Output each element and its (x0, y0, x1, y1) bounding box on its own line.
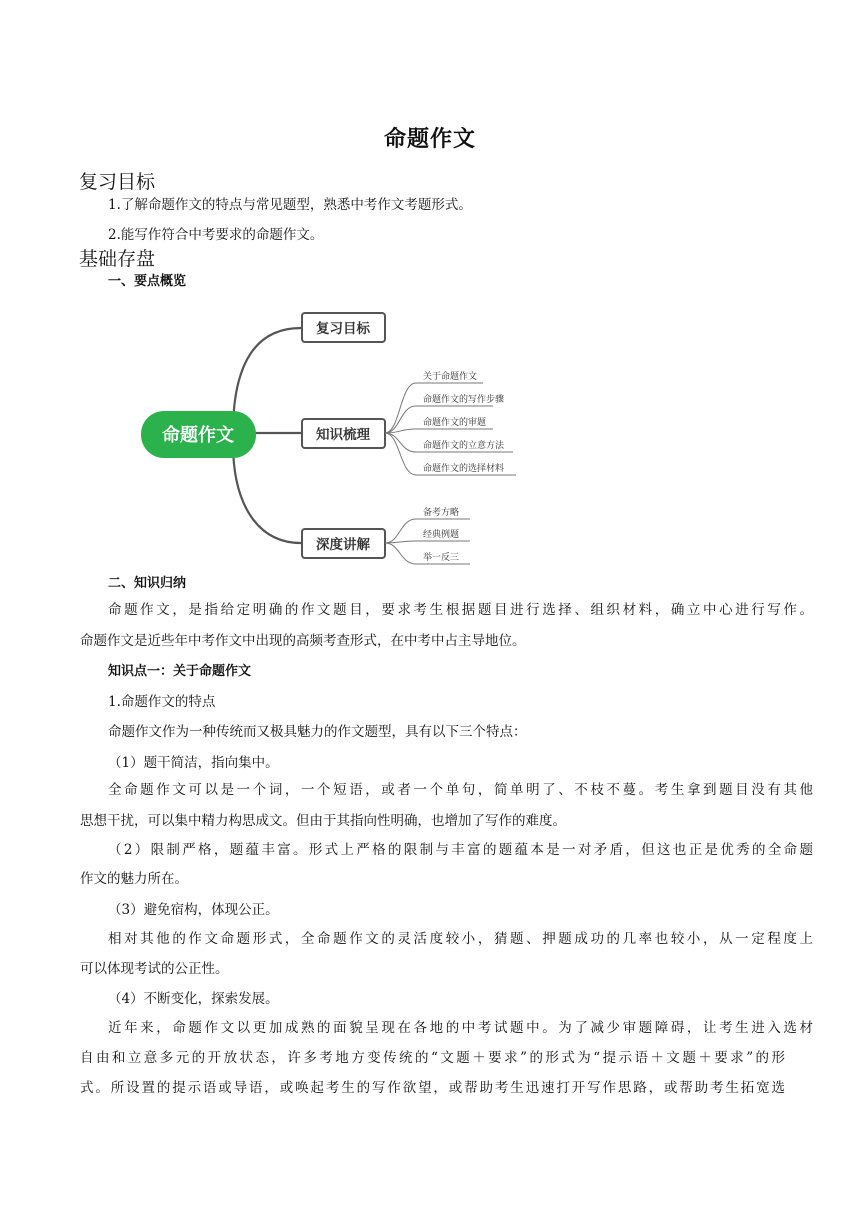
connector-root-explain (233, 443, 301, 543)
document-title: 命题作文 (383, 127, 476, 152)
body-line-11: （3）避免宿构，体现公正。 (108, 902, 279, 918)
leaf-line-7 (385, 541, 470, 543)
leaf-label-5: 命题作文的选择材料 (423, 464, 505, 474)
body-line-14: （4）不断变化，探索发展。 (108, 991, 279, 1007)
body-line-7: 全命题作文可以是一个词，一个短语，或者一个单句，简单明了、不枝不蔓。考生拿到题目没有其他 (108, 782, 813, 798)
goal-item-2: 2.能写作符合中考要求的命题作文。 (108, 227, 324, 243)
leaf-label-8: 举一反三 (423, 553, 460, 563)
subheading-overview: 一、要点概览 (108, 274, 187, 289)
body-line-8: 思想干扰，可以集中精力构思成文。但由于其指向性明确，也增加了写作的难度。 (80, 813, 566, 829)
body-line-1: 命题作文，是指给定明确的作文题目，要求考生根据题目进行选择、组织材料，确立中心进行写作。 (108, 602, 813, 618)
leaf-label-2: 命题作文的写作步骤 (423, 395, 505, 405)
leaf-label-6: 备考方略 (423, 508, 460, 518)
body-line-13: 可以体现考试的公正性。 (80, 961, 229, 977)
mind-map-diagram (138, 300, 538, 570)
knowledge-point-heading: 知识点一：关于命题作文 (108, 664, 252, 679)
body-line-15: 近年来，命题作文以更加成熟的面貌呈现在各地的中考试题中。为了减少审题障碍，让考生进入选材 (108, 1020, 813, 1036)
branch-label-knowledge: 知识梳理 (316, 427, 370, 443)
body-line-12: 相对其他的作文命题形式，全命题作文的灵活度较小，猜题、押题成功的几率也较小，从一定程度上 (108, 931, 813, 947)
body-line-6: （1）题干简洁，指向集中。 (108, 755, 279, 771)
section-heading-basics: 基础存盘 (79, 248, 156, 270)
leaf-label-1: 关于命题作文 (423, 372, 478, 382)
leaf-label-4: 命题作文的立意方法 (423, 441, 505, 451)
body-line-17: 式。所设置的提示语或导语，或唤起考生的写作欲望，或帮助考生迅速打开写作思路，或帮助考生拓宽选 (80, 1080, 785, 1096)
body-line-9: （2）限制严格，题蕴丰富。形式上严格的限制与丰富的题蕴本是一对矛盾，但这也正是优秀的全命题 (108, 842, 813, 858)
body-line-2: 命题作文是近些年中考作文中出现的高频考查形式，在中考中占主导地位。 (80, 633, 526, 649)
leaf-label-3: 命题作文的审题 (423, 418, 487, 428)
leaf-label-7: 经典例题 (423, 530, 460, 540)
body-line-16: 自由和立意多元的开放状态，许多考地方变传统的“文题＋要求”的形式为“提示语＋文题＋要求”的形 (80, 1050, 785, 1066)
body-line-5: 命题作文作为一种传统而又极具魅力的作文题型，具有以下三个特点： (108, 724, 527, 740)
branch-label-deep-explain: 深度讲解 (316, 537, 370, 553)
leaf-line-3 (385, 429, 493, 433)
goal-item-1: 1.了解命题作文的特点与常见题型，熟悉中考作文考题形式。 (108, 197, 472, 213)
mind-map-root-label: 命题作文 (162, 425, 234, 446)
subheading-knowledge-summary: 二、知识归纳 (108, 576, 187, 591)
body-line-10: 作文的魅力所在。 (80, 871, 188, 887)
body-line-4: 1.命题作文的特点 (108, 694, 216, 710)
section-heading-review-goals: 复习目标 (79, 171, 156, 193)
branch-label-review-goals: 复习目标 (316, 321, 370, 337)
